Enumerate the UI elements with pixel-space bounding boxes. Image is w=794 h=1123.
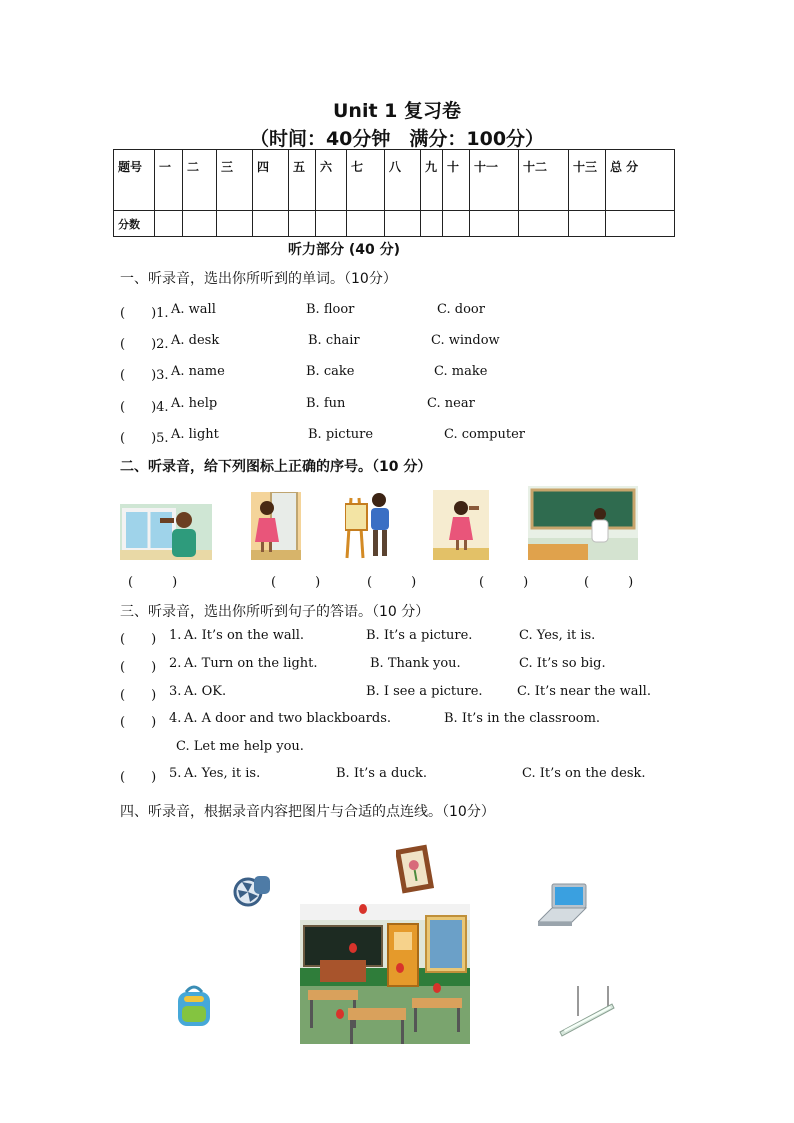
part2-heading: 二、听录音，给下列图标上正确的序号。（10 分） [120,459,432,475]
part3-option-c: C. It’s so big. [519,656,606,671]
part3-option-a: A. OK. [184,684,227,699]
part3-option-a: A. It’s on the wall. [184,628,305,643]
part3-option-c: C. It’s on the desk. [522,766,646,781]
score-col: 十一 [470,150,519,211]
part3-item-paren[interactable]: ( ) [120,688,157,703]
part3-option-a: A. A door and two blackboards. [184,711,392,726]
part3-item-paren[interactable]: ( ) [120,715,157,730]
part1-option-b: B. floor [306,302,355,317]
part1-option-c: C. door [437,302,485,317]
part3-option-c: C. It’s near the wall. [517,684,651,699]
score-col: 二 [183,150,217,211]
classroom-image [300,904,470,1044]
part3-item-paren[interactable]: ( ) [120,770,157,785]
part4-heading: 四、听录音，根据录音内容把图片与合适的点连线。（10分） [120,804,495,820]
part1-option-a: A. wall [171,302,216,317]
part3-item-paren[interactable]: ( ) [120,660,157,675]
part2-answer-paren[interactable]: ( ) [367,575,417,590]
part1-option-a: A. help [171,396,218,411]
part1-option-c: C. computer [444,427,526,442]
score-cell[interactable] [385,211,421,237]
part3-item-number: 1. [169,628,182,643]
part3-option-a: A. Turn on the light. [184,656,318,671]
part1-heading: 一、听录音，选出你所听到的单词。（10分） [120,271,397,287]
part2-answer-paren[interactable]: ( ) [584,575,634,590]
score-cell[interactable] [253,211,289,237]
score-col: 九 [421,150,443,211]
score-col: 十 [443,150,470,211]
part2-answer-paren[interactable]: ( ) [271,575,321,590]
part3-heading: 三、听录音，选出你所听到句子的答语。（10 分） [120,604,430,620]
score-col: 五 [289,150,316,211]
part1-option-a: A. desk [171,333,220,348]
part1-option-b: B. cake [306,364,355,379]
girl-at-door-image [251,492,301,560]
part3-option-c: C. Let me help you. [176,739,304,754]
tube-light-image [558,986,616,1038]
part3-option-b: B. Thank you. [370,656,461,671]
fan-image [232,872,272,908]
part1-option-c: C. window [431,333,500,348]
score-cell[interactable] [443,211,470,237]
score-col: 六 [316,150,347,211]
score-col: 四 [253,150,289,211]
part3-option-b: B. It’s a picture. [366,628,473,643]
score-cell[interactable] [155,211,183,237]
part1-item-paren[interactable]: ( )3. [120,368,169,383]
part1-option-a: A. name [171,364,225,379]
score-col-total: 总 分 [606,150,675,211]
part2-answer-paren[interactable]: ( ) [479,575,529,590]
part1-item-paren[interactable]: ( )2. [120,337,169,352]
score-cell[interactable] [217,211,253,237]
page-subtitle: （时间：40分钟 满分：100分） [249,128,545,150]
part1-item-paren[interactable]: ( )5. [120,431,169,446]
part3-item-number: 2. [169,656,182,671]
boy-cleaning-window-image [120,504,212,560]
part3-item-number: 5. [169,766,182,781]
school-bag-image [174,984,214,1028]
score-cell[interactable] [347,211,385,237]
laptop-image [538,882,590,928]
part1-item-paren[interactable]: ( )1. [120,306,169,321]
part1-option-c: C. make [434,364,488,379]
part3-option-b: B. I see a picture. [366,684,483,699]
score-col: 三 [217,150,253,211]
score-cell[interactable] [183,211,217,237]
part1-option-c: C. near [427,396,475,411]
boy-at-easel-image [345,488,393,560]
listening-section-title: 听力部分 (40 分) [288,242,401,258]
score-col: 一 [155,150,183,211]
framed-picture-image [396,843,434,901]
part3-item-number: 3. [169,684,182,699]
score-cell[interactable] [470,211,519,237]
part3-item-paren[interactable]: ( ) [120,632,157,647]
score-cell[interactable] [421,211,443,237]
boy-at-blackboard-image [528,486,638,560]
part3-option-b: B. It’s a duck. [336,766,427,781]
score-row-label: 分数 [114,211,155,237]
girl-near-wall-image [433,490,489,560]
part3-option-c: C. Yes, it is. [519,628,596,643]
part1-option-b: B. fun [306,396,346,411]
part3-option-b: B. It’s in the classroom. [444,711,601,726]
page-title: Unit 1 复习卷 [333,100,461,122]
score-cell[interactable] [569,211,606,237]
score-cell[interactable] [606,211,675,237]
score-col: 七 [347,150,385,211]
part3-item-number: 4. [169,711,182,726]
score-col: 八 [385,150,421,211]
part1-option-a: A. light [171,427,219,442]
score-cell[interactable] [316,211,347,237]
score-header-label: 题号 [114,150,155,211]
part1-option-b: B. picture [308,427,374,442]
part2-answer-paren[interactable]: ( ) [128,575,178,590]
part3-option-a: A. Yes, it is. [184,766,261,781]
score-table [113,149,675,237]
score-cell[interactable] [519,211,569,237]
part1-item-paren[interactable]: ( )4. [120,400,169,415]
score-col: 十三 [569,150,606,211]
part1-option-b: B. chair [308,333,360,348]
score-cell[interactable] [289,211,316,237]
score-col: 十二 [519,150,569,211]
